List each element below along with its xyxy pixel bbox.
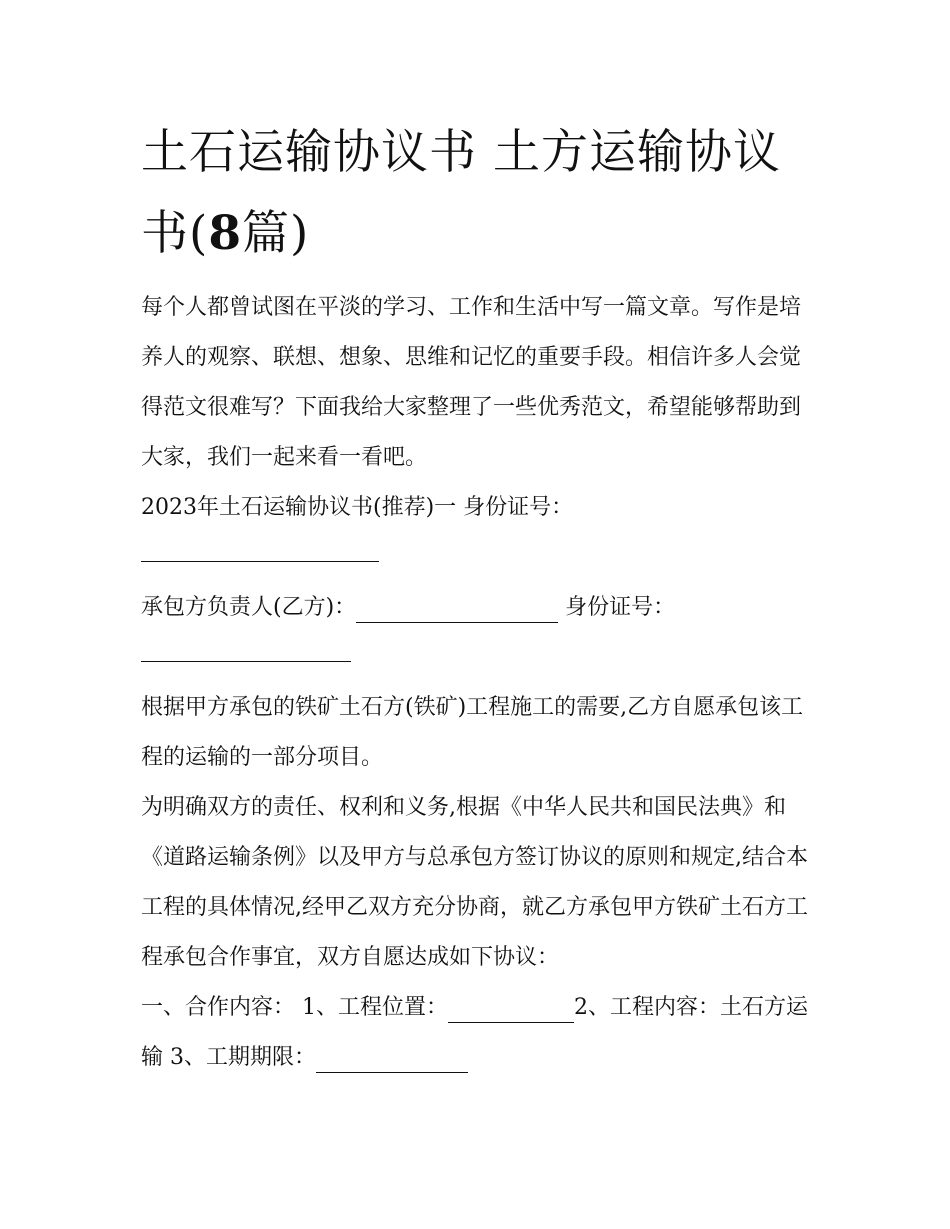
owner-id-blank-row — [141, 633, 813, 683]
id-number-blank-row — [141, 533, 813, 583]
owner-line — [141, 583, 813, 633]
title-text-1: 土石运输协议书 土方运输协议书( — [141, 125, 781, 261]
clause-1 — [141, 983, 813, 1083]
location-blank[interactable] — [448, 994, 574, 1023]
title-text-2: 篇) — [242, 206, 310, 261]
owner-name-blank[interactable] — [356, 594, 558, 623]
id-number-blank[interactable] — [141, 533, 379, 562]
paragraph-project: 根据甲方承包的铁矿土石方(铁矿)工程施工的需要,乙方自愿承包该工程的运输的一部分项目。 — [141, 695, 804, 770]
paragraph-basis: 为明确双方的责任、权利和义务,根据《中华人民共和国民法典》和《道路运输条例》以及甲方与总承包方签订协议的原则和规定,结合本工程的具体情况,经甲乙双方充分协商，就乙方承包甲方铁矿土石方工程承包合作事宜，双方自愿达成如下协议： — [141, 795, 808, 970]
title-number: 8 — [208, 206, 243, 261]
intro-paragraph: 每个人都曾试图在平淡的学习、工作和生活中写一篇文章。写作是培养人的观察、联想、想象、思维和记忆的重要手段。相信许多人会觉得范文很难写？下面我给大家整理了一些优秀范文，希望能够帮助到大家，我们一起来看一看吧。 — [141, 295, 802, 470]
section-heading: 2023年土石运输协议书(推荐)一 身份证号： — [141, 495, 574, 520]
document-page — [141, 112, 813, 1083]
owner-label: 承包方负责人(乙方)： — [141, 595, 357, 620]
document-title — [141, 112, 813, 274]
owner-id-blank[interactable] — [141, 633, 351, 662]
term-blank[interactable] — [316, 1044, 468, 1073]
clause-1-middle: 2、工程内容：土石方运输 3、工期期限： — [141, 995, 808, 1070]
owner-id-label: 身份证号： — [565, 595, 676, 620]
clause-1-prefix: 一、合作内容： 1、工程位置： — [141, 995, 448, 1020]
